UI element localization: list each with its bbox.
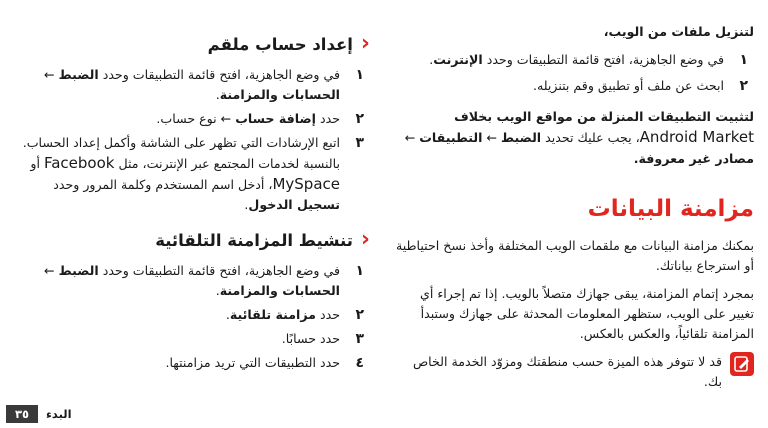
step-number: ١ xyxy=(355,263,364,279)
setup-steps xyxy=(18,65,370,153)
auto-sync-steps xyxy=(18,261,370,373)
chevron-left-icon: ‹ xyxy=(360,31,370,56)
android-market-note: لتثبيت التطبيقات المنزلة من مواقع الويب بخلاف Android Market، يجب عليك تحديد الضبط ← التطبيقات ← مصادر غير معروفة. xyxy=(404,109,754,166)
step-number: ٣ xyxy=(355,135,364,151)
step-number: ٢ xyxy=(739,78,748,94)
step-number: ٢ xyxy=(355,307,364,323)
list-item: ١ في وضع الجاهزية، افتح قائمة التطبيقات وحدد الضبط ← الحسابات والمزامنة. xyxy=(44,67,364,102)
step-number: ١ xyxy=(739,52,748,68)
note-box xyxy=(392,352,754,392)
footer-section-label: البدء xyxy=(46,407,72,421)
list-item: ٣ حدد حسابًا. xyxy=(281,331,364,347)
note-text: قد لا تتوفر هذه الميزة حسب منطقتك ومزوّد الخدمة الخاص بك. xyxy=(412,354,722,389)
chevron-left-icon: ‹ xyxy=(360,227,370,252)
social-network-note: بالنسبة لخدمات المجتمع عبر الإنترنت، مثل Facebook أو MySpace، أدخل اسم المستخدم وكلمة المرور وحدد تسجيل الدخول. xyxy=(30,154,340,212)
step-number: ٣ xyxy=(355,331,364,347)
sync-paragraph-1: بمكنك مزامنة البيانات مع ملقمات الويب المختلفة وأخذ نسخ احتياطية أو استرجاع بياناتك. xyxy=(395,238,754,273)
page-footer xyxy=(6,405,72,423)
list-item: ٢ حدد مزامنة تلقائية. xyxy=(225,307,364,323)
list-item: ٤ حدد التطبيقات التي تريد مزامنتها. xyxy=(165,355,364,371)
auto-sync-heading: ‹ تنشيط المزامنة التلقائية xyxy=(155,227,370,252)
right-column xyxy=(392,0,754,169)
download-steps xyxy=(392,50,754,96)
step-number: ١ xyxy=(355,67,364,83)
list-item: ٣ اتبع الإرشادات التي تظهر على الشاشة وأكمل إعداد الحساب. xyxy=(22,135,364,151)
list-item: ٢ ابحث عن ملف أو تطبيق وقم بتنزيله. xyxy=(532,78,748,94)
step-number: ٢ xyxy=(355,111,364,127)
left-column xyxy=(18,0,370,373)
note-pencil-icon xyxy=(730,352,754,376)
download-intro: لتنزيل ملفات من الويب، xyxy=(603,24,754,39)
sync-section-title: مزامنة البيانات xyxy=(587,196,754,222)
list-item: ١ في وضع الجاهزية، افتح قائمة التطبيقات وحدد الإنترنت. xyxy=(429,52,748,68)
step-number: ٤ xyxy=(355,355,364,371)
list-item: ٢ حدد إضافة حساب ← نوع حساب. xyxy=(156,111,364,127)
sync-section xyxy=(392,236,754,392)
page-number: ٣٥ xyxy=(6,405,38,423)
setup-account-heading: ‹ إعداد حساب ملقم xyxy=(207,31,370,56)
sync-paragraph-2: بمجرد إتمام المزامنة، يبقى جهازك متصلاً بالويب. إذا تم إجراء أي تغيير على الويب، ستظهر المعلومات المحدثة على جهازك وستبدأ المزامنة تلقائياً، والعكس بالعكس. xyxy=(420,286,754,341)
list-item: ١ في وضع الجاهزية، افتح قائمة التطبيقات وحدد الضبط ← الحسابات والمزامنة. xyxy=(44,263,364,298)
